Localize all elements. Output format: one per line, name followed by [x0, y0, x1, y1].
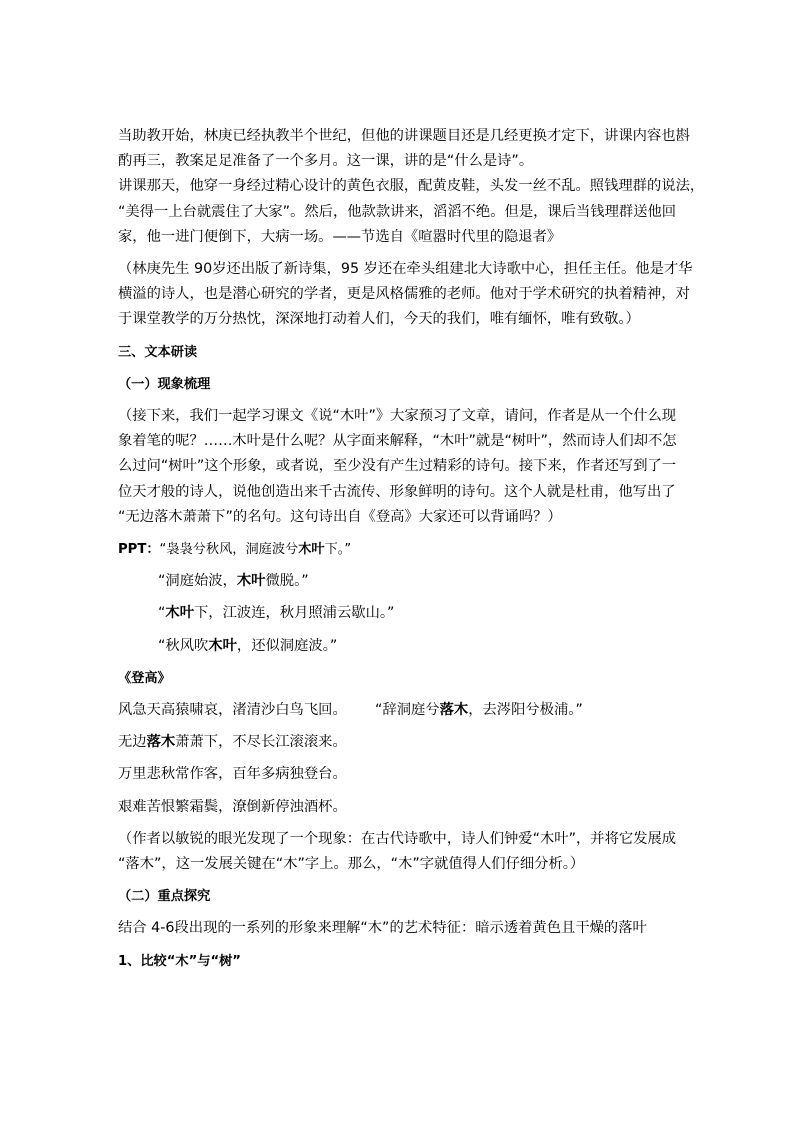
subheading-phenomenon: （一）现象梳理	[118, 376, 211, 392]
ppt-quote-2	[118, 569, 684, 594]
text-line: 酌再三，教案足足准备了一个多月。这一课，讲的是“什么是诗”。	[118, 153, 534, 170]
subheading-key-inquiry: （二）重点探究	[118, 889, 211, 905]
paragraph-lin-geng-lecture	[118, 124, 690, 174]
text-line: 横溢的诗人，也是潜心研究的学者，更是风格儒雅的老师。他对于学术研究的执着精神，对	[118, 286, 690, 303]
text-line: “无边落木萧萧下”的名句。这句诗出自《登高》大家还可以背诵吗？）	[118, 508, 562, 525]
quote-highlight: 木叶	[298, 542, 325, 558]
quote-text: 微脱。”	[265, 573, 309, 590]
ppt-quote-3	[118, 601, 684, 626]
document-body	[118, 124, 705, 974]
quote-text: “	[158, 605, 166, 622]
quote-text: ，还似洞庭波。”	[236, 637, 338, 654]
quote-highlight: 落木	[439, 702, 469, 719]
paragraph-lin-geng-tribute	[118, 257, 693, 333]
paragraph-phenomenon-summary	[118, 827, 684, 877]
list-item-compare: 1、比较“木”与“树”	[118, 953, 241, 969]
poem-line-1	[118, 698, 684, 723]
poem-title: 《登高》	[118, 670, 171, 686]
poem-deng-gao	[118, 666, 684, 820]
ppt-quote-1	[118, 537, 684, 562]
text-line: “落木”，这一发展关键在“木”字上。那么，“木”字就值得人们仔细分析。）	[118, 856, 585, 873]
quote-highlight: 木叶	[208, 637, 237, 654]
ppt-quote-4	[118, 634, 684, 659]
poem-text: 无边	[118, 734, 147, 751]
text-line: 于课堂教学的万分热忱，深深地打动着人们，今天的我们，唯有缅怀，唯有致敬。）	[118, 311, 640, 328]
quote-highlight: 木叶	[165, 605, 195, 622]
poem-line-3: 万里悲秋常作客，百年多病独登台。	[118, 766, 347, 783]
text-line: 讲课那天，他穿一身经过精心设计的黄色衣服，配黄皮鞋，头发一丝不乱。照钱理群的说法，	[118, 178, 705, 195]
quote-text: “袅袅兮秋风，洞庭波兮	[159, 542, 299, 558]
text-line: 家，他一进门便倒下，大病一场。——节选自《喧嚣时代里的隐退者》	[118, 228, 562, 245]
text-line: 位天才般的诗人，说他创造出来千古流传、形象鲜明的诗句。这个人就是杜甫，他写出了	[118, 483, 676, 500]
text-line: （接下来，我们一起学习课文《说“木叶”》大家预习了文章，请问，作者是从一个什么现	[118, 408, 677, 425]
quote-text: “辞洞庭兮	[375, 702, 440, 719]
paragraph-muye-intro	[118, 404, 684, 530]
poem-text: 风急天高猿啸哀，渚清沙白鸟飞回。	[118, 702, 347, 719]
section-heading-text-study: 三、文本研读	[118, 344, 198, 360]
paragraph-mu-feature: 结合 4-6段出现的一系列的形象来理解“木”的艺术特征：暗示透着黄色且干燥的落叶	[118, 920, 647, 937]
side-quote	[375, 698, 583, 723]
quote-text: “洞庭始波，	[158, 573, 237, 590]
quote-text: 下，江波连，秋月照浦云歇山。”	[194, 605, 395, 622]
ppt-quotes	[118, 537, 684, 659]
text-line: 象着笔的呢？……木叶是什么呢？从字面来解释，“木叶”就是“树叶”，然而诗人们却不怎	[118, 433, 677, 450]
quote-text: 下。”	[324, 542, 352, 558]
poem-text: 萧萧下，不尽长江滚滚来。	[175, 734, 347, 751]
quote-text: ，去涔阳兮极浦。”	[468, 702, 583, 719]
text-line: 么过问“树叶”这个形象，或者说，至少没有产生过精彩的诗句。接下来，作者还写到了一	[118, 458, 677, 475]
quote-text: “秋风吹	[158, 637, 209, 654]
poem-line-2	[118, 730, 684, 755]
text-line: 当助教开始，林庚已经执教半个世纪，但他的讲课题目还是几经更换才定下，讲课内容也斟	[118, 128, 690, 144]
paragraph-lecture-day	[118, 174, 705, 250]
poem-line-4: 艰难苦恨繁霜鬓，潦倒新停浊酒杯。	[118, 798, 347, 815]
quote-highlight: 木叶	[236, 573, 266, 590]
text-line: （林庚先生 90岁还出版了新诗集，95 岁还在牵头组建北大诗歌中心，担任主任。他是才华	[118, 261, 693, 278]
ppt-label: PPT：	[118, 542, 160, 558]
text-line: “美得一上台就震住了大家”。然后，他款款讲来，滔滔不绝。但是，课后当钱理群送他回	[118, 203, 677, 220]
poem-highlight: 落木	[146, 734, 176, 751]
text-line: （作者以敏锐的眼光发现了一个现象：在古代诗歌中，诗人们钟爱“木叶”，并将它发展成	[118, 830, 677, 847]
